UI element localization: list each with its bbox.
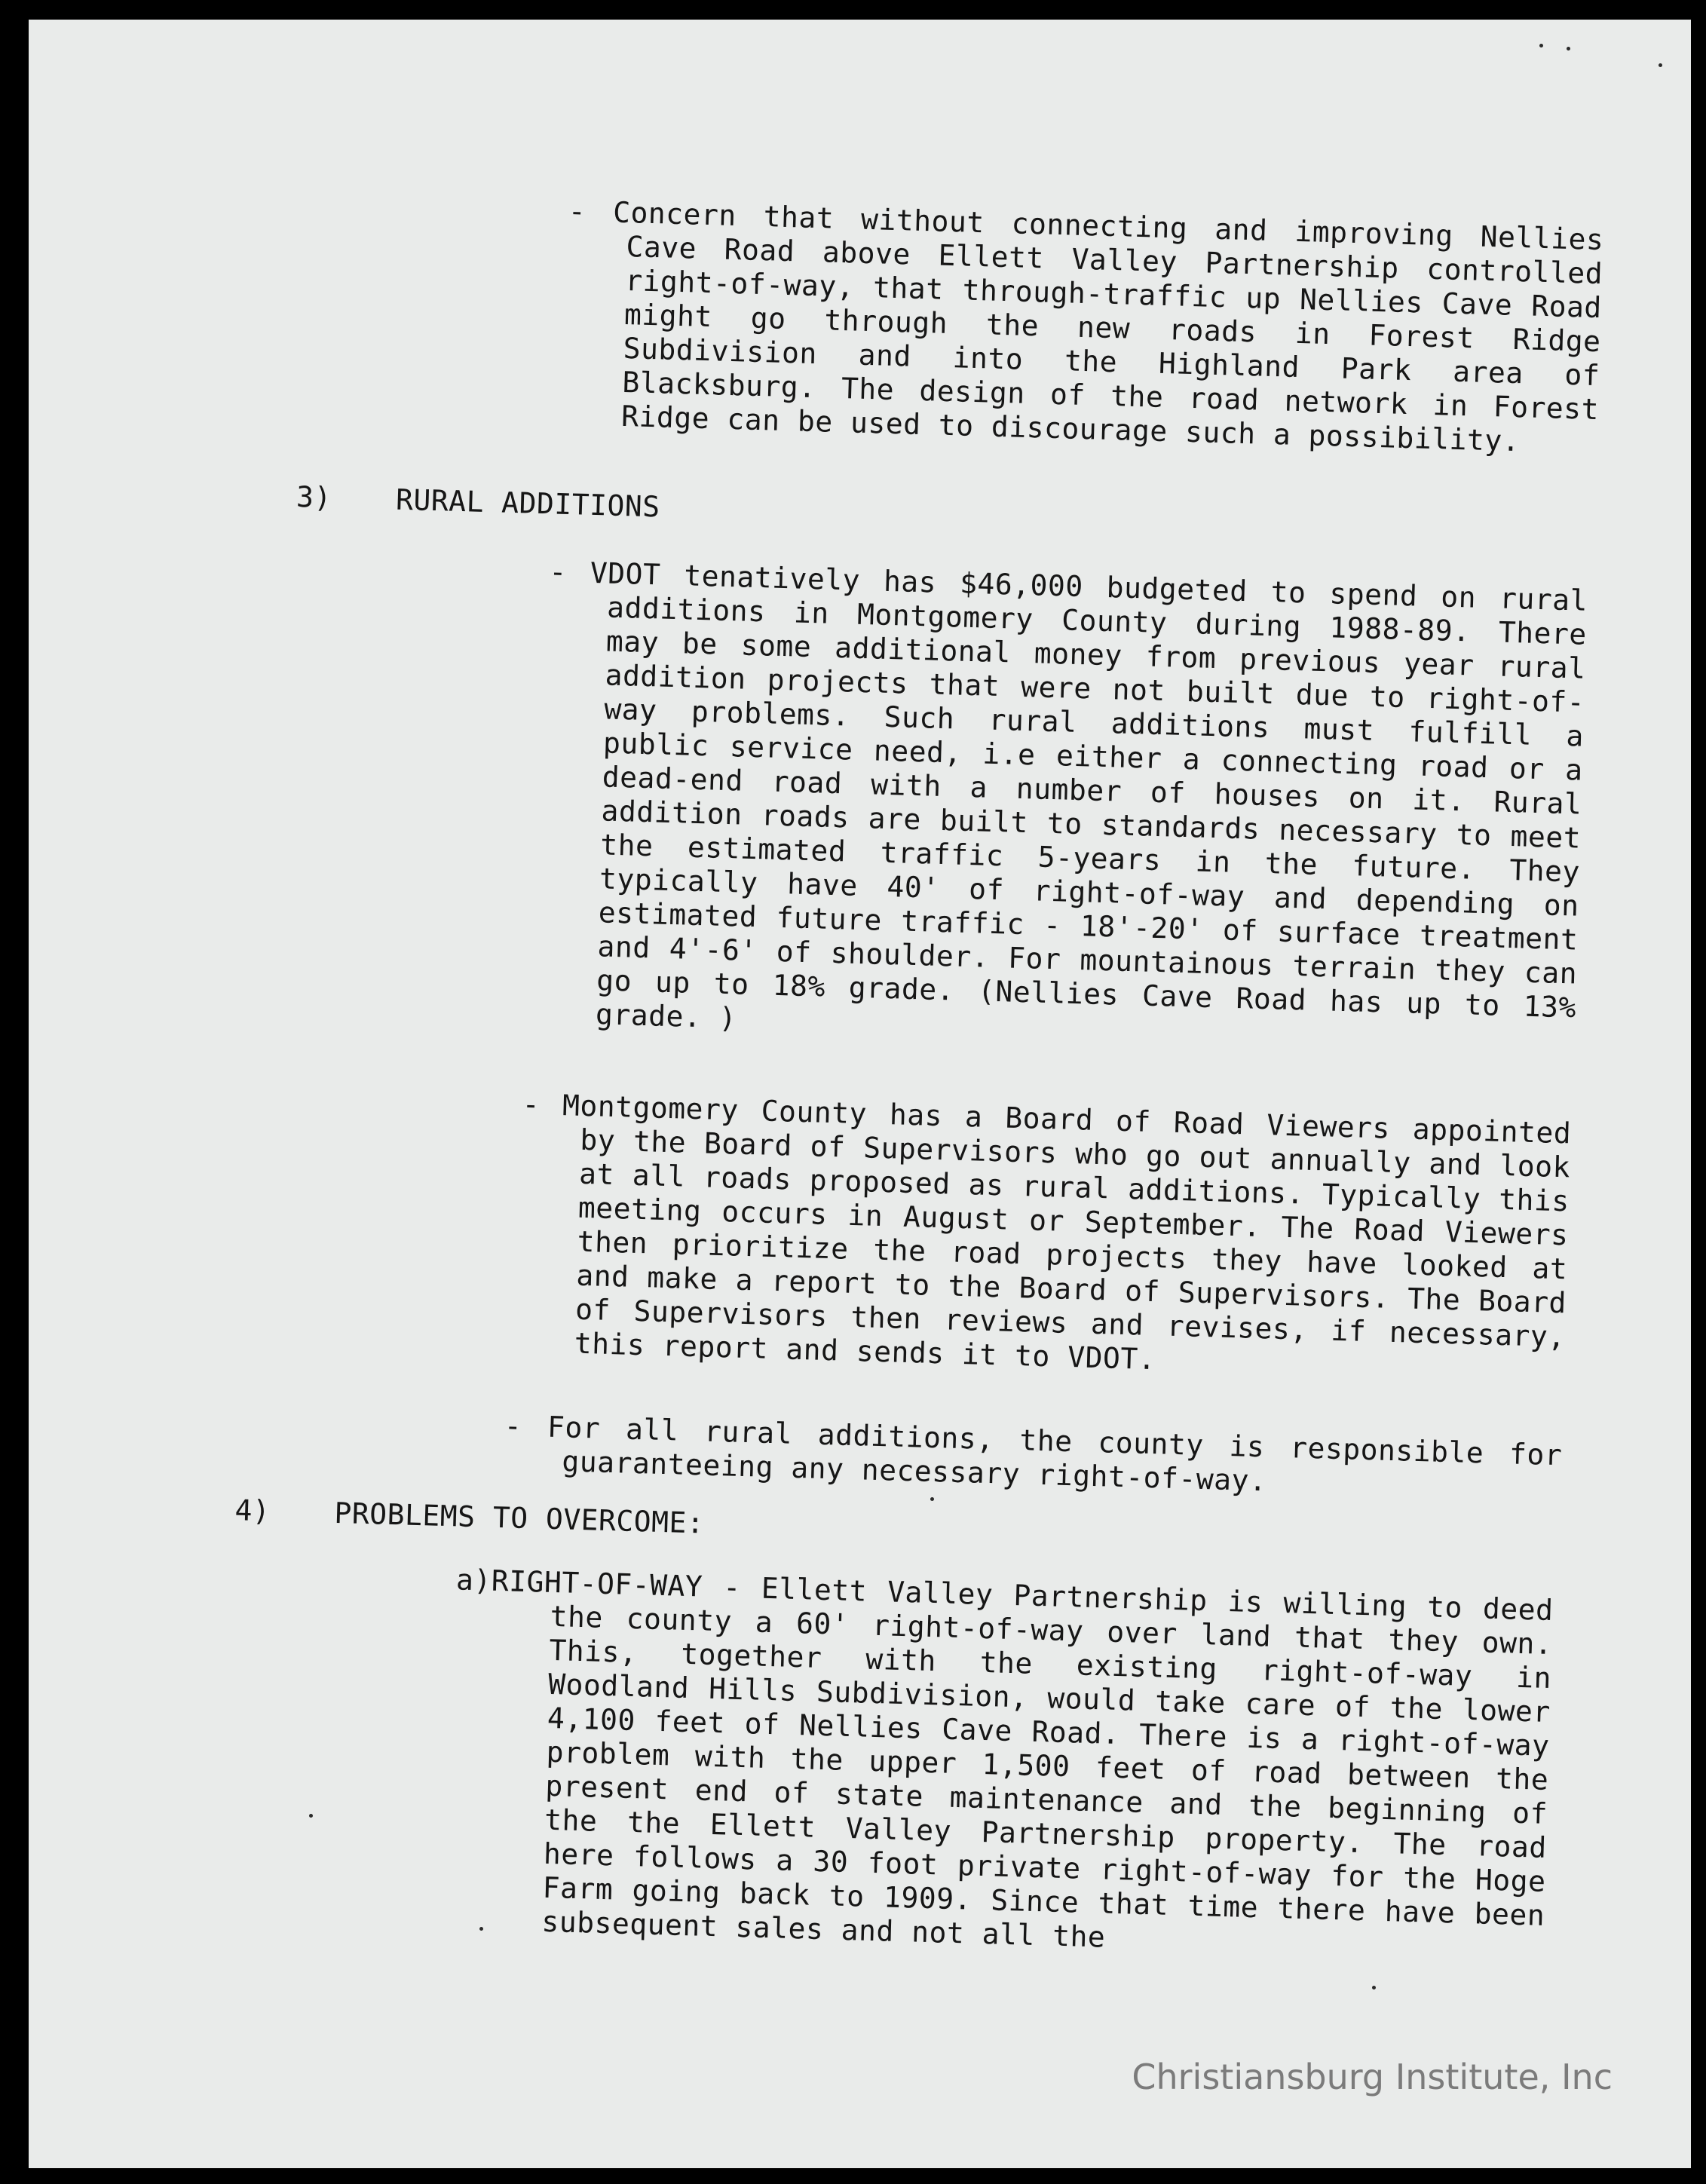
paper-speck <box>1539 44 1543 47</box>
paragraph-board-of-road-viewers: - Montgomery County has a Board of Road Viewers appointed by the Board of Supervisors who go out annually and look at all roads proposed as rural additions. Typically this meeting occurs in August or September. The Road Viewers then prioritize the road projects they have looked at and make a report to the Board of Supervisors. The Board of Supervisors then reviews and revises, if necessary, this report and sends it to VDOT. <box>522 1087 1572 1377</box>
section-heading-rural-additions <box>296 480 660 524</box>
section-number: 4) <box>234 1493 271 1528</box>
paragraph-county-responsible: - For all rural additions, the county is responsible for guaranteeing any necessary right-of-way. <box>504 1409 1563 1498</box>
paragraph-right-of-way: a)RIGHT-OF-WAY - Ellett Valley Partnership is willing to deed the county a 60' right-of-way over land that they own. This, together with the existing right-of-way in Woodland Hills Subdivision, would take care of the lower 4,100 feet of Nellies Cave Road. There is a right-of-way problem with the upper 1,500 feet of road between the present end of state maintenance and the beginning of the the Ellett Valley Partnership property. The road here follows a 30 foot private right-of-way for the Hoge Farm going back to 1909. Since that time there have been subsequent sales and not all the <box>455 1563 1554 1954</box>
paper-speck <box>1372 1986 1376 1989</box>
paper-speck <box>1567 47 1570 51</box>
paragraph-concern-through-traffic: - Concern that without connecting and improving Nellies Cave Road above Ellett Valley Partnership controlled right-of-way, that through-traffic up Nellies Cave Road might go through the new roads in Forest Ridge Subdivision and into the Highland Park area of Blacksburg. The design of the road network in Forest Ridge can be used to discourage such a possibility. <box>568 194 1604 458</box>
document-page <box>29 20 1691 2168</box>
watermark: Christiansburg Institute, Inc <box>1132 2057 1613 2097</box>
paragraph-vdot-budget: - VDOT tenatively has $46,000 budgeted to spend on rural additions in Montgomery County during 1988-89. There may be some additional money from previous year rural addition projects that were not built due to right-of-way problems. Such rural additions must fulfill a public service need, i.e either a connecting road or a dead-end road with a number of houses on it. Rural addition roads are built to standards necessary to meet the estimated traffic 5-years in the future. They typically have 40' of right-of-way and depending on estimated future traffic - 18'-20' of surface treatment and 4'-6' of shoulder. For mountainous terrain they can go up to 18% grade. (Nellies Cave Road has up to 13% grade. ) <box>548 555 1588 1035</box>
typed-text-block <box>29 20 1691 2168</box>
section-heading-problems-to-overcome <box>234 1493 705 1540</box>
paper-speck <box>309 1814 313 1818</box>
section-number: 3) <box>296 479 332 515</box>
paper-speck <box>479 1927 483 1931</box>
paper-speck <box>1659 63 1662 67</box>
section-title: PROBLEMS TO OVERCOME: <box>333 1496 705 1540</box>
section-title: RURAL ADDITIONS <box>395 482 661 524</box>
paper-speck <box>930 1497 934 1501</box>
